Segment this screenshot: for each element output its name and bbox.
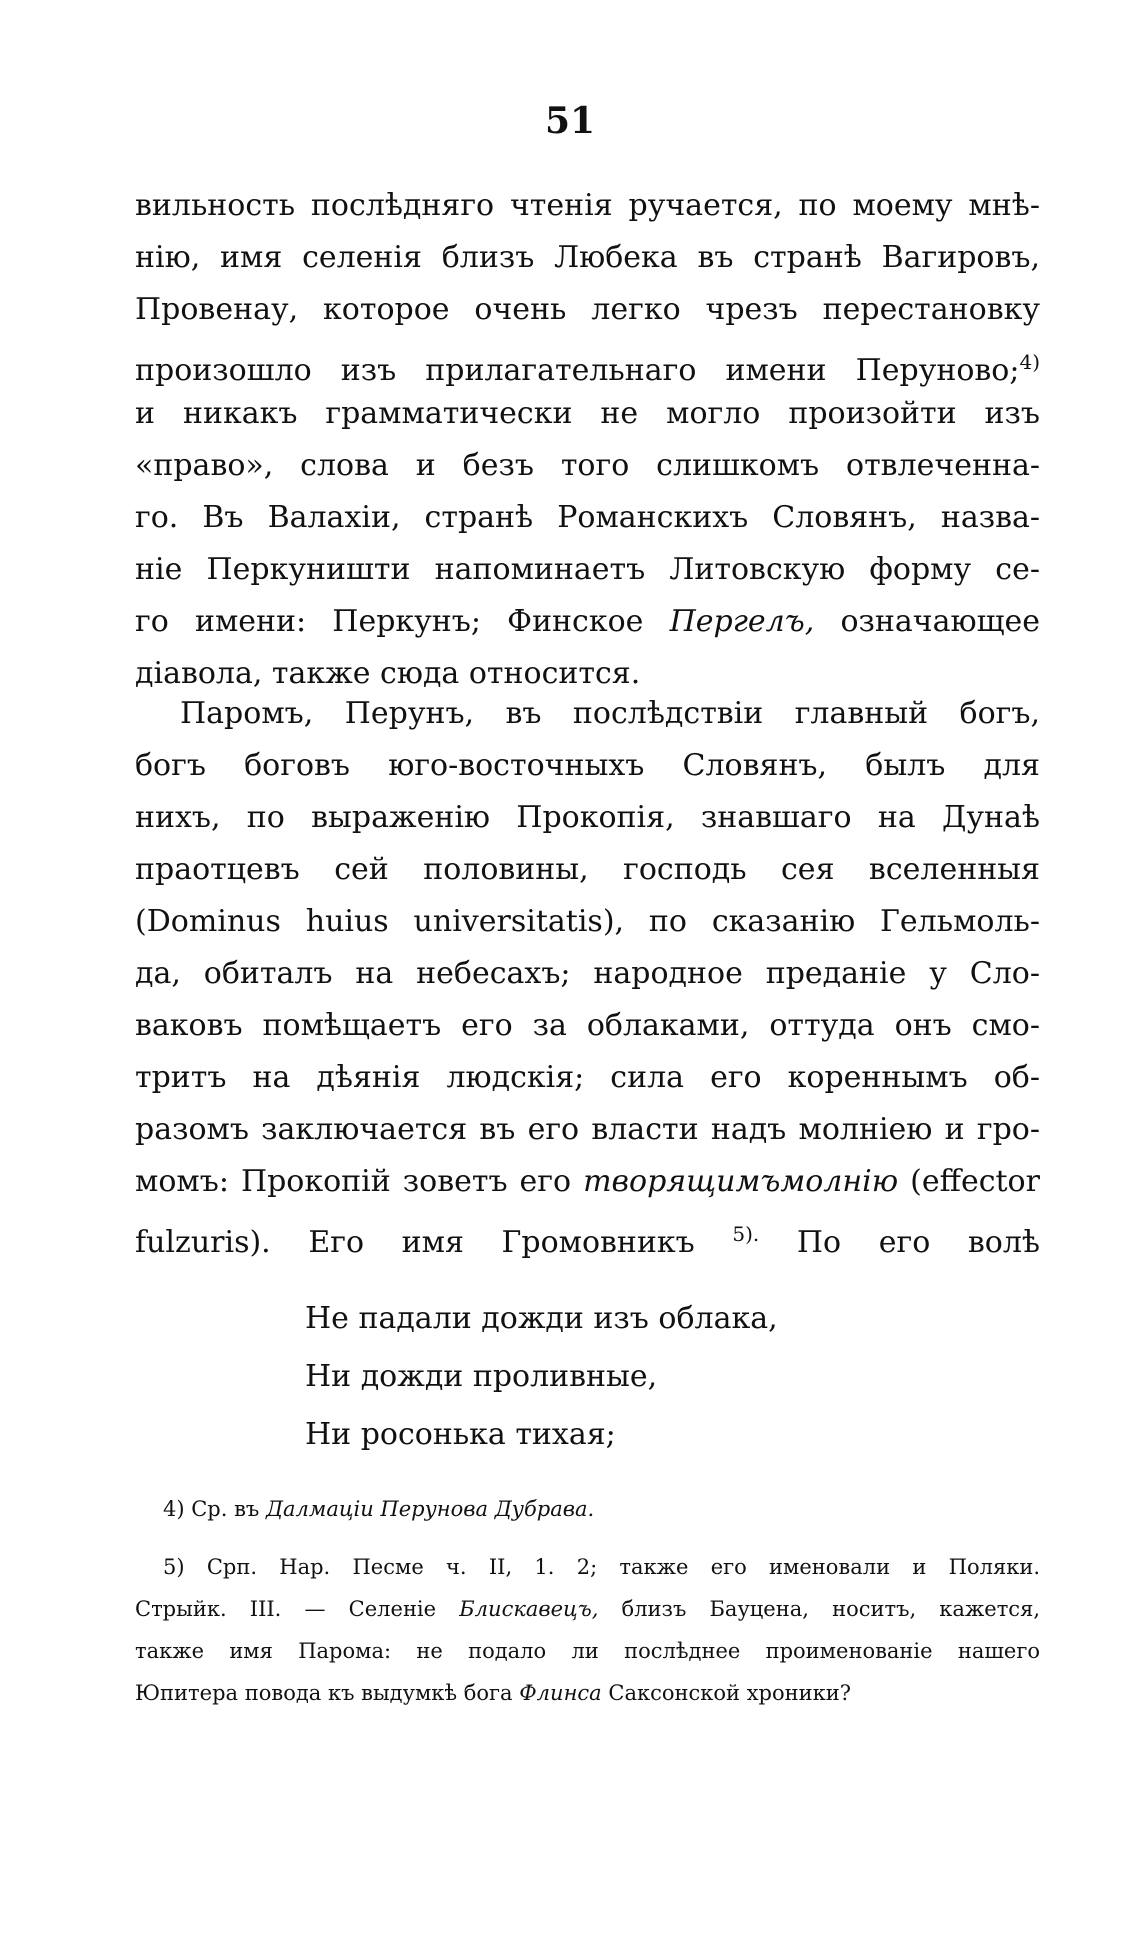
- text-line: разомъ заключается въ его власти надъ молніею и гро-: [135, 1112, 1040, 1147]
- text-line: (Dominus huius universitatis), по сказанію Гельмоль-: [135, 904, 1040, 939]
- footnote-line: Стрыйк. III. — Селеніе Блискавецъ, близъ Бауцена, носитъ, кажется,: [135, 1597, 1040, 1621]
- paragraph-1: [135, 180, 1040, 700]
- footnote-line: 5) Срп. Нар. Песме ч. II, 1. 2; также его именовали и Поляки.: [163, 1555, 1040, 1579]
- finnish-word: Пергелъ,: [669, 604, 815, 639]
- text-line: ніе Перкуништи напоминаетъ Литовскую форму се-: [135, 552, 1040, 587]
- verse-line: Ни росонька тихая;: [305, 1417, 616, 1452]
- verse-line: Ни дожди проливные,: [305, 1359, 658, 1394]
- text-line: нію, имя селенія близъ Любека въ странѣ Вагировъ,: [135, 240, 1040, 275]
- italic-epithet: творящимъмолнію: [583, 1164, 899, 1199]
- text-line: fulzuris). Его имя Громовникъ $^{5).}$ По его волѣ: [135, 1222, 1040, 1260]
- footnote-line: также имя Парома: не подало ли послѣднее проименованіе нашего: [135, 1639, 1040, 1663]
- text-line: богъ боговъ юго-восточныхъ Словянъ, былъ для: [135, 748, 1040, 783]
- footnote-ref-4: 4): [1019, 350, 1040, 374]
- text-line: «право», слова и безъ того слишкомъ отвлеченна-: [135, 448, 1040, 483]
- text-line: Провенау, которое очень легко чрезъ перестановку: [135, 292, 1040, 327]
- text-line: тритъ на дѣянія людскія; сила его кореннымъ об-: [135, 1060, 1040, 1095]
- text-line: произошло изъ прилагательнаго имени Перуново;$^{4)}$: [135, 350, 1040, 388]
- page-number: 51: [544, 100, 596, 142]
- paragraph-2: [135, 688, 1040, 1260]
- text-line: Паромъ, Перунъ, въ послѣдствіи главный богъ,: [180, 696, 1040, 731]
- text-line: и никакъ грамматически не могло произойти изъ: [135, 396, 1040, 431]
- text-line: го имени: Перкунъ; Финское Пергелъ, означающее: [135, 604, 1040, 639]
- text-line: нихъ, по выраженію Прокопія, знавшаго на Дунаѣ: [135, 800, 1040, 835]
- footnote-ref-5: 5).: [732, 1222, 760, 1246]
- verse-block: [305, 1290, 925, 1464]
- text-line: ваковъ помѣщаетъ его за облаками, оттуда онъ смо-: [135, 1008, 1040, 1043]
- footnote-5: [135, 1546, 1040, 1714]
- text-line: діавола, также сюда относится.: [135, 656, 641, 691]
- verse-line: Не падали дожди изъ облака,: [305, 1301, 778, 1336]
- text-line: момъ: Прокопій зоветъ его творящимъмолнію (effector: [135, 1164, 1040, 1199]
- text-line: да, обиталъ на небесахъ; народное преданіе у Сло-: [135, 956, 1040, 991]
- text-line: вильность послѣдняго чтенія ручается, по моему мнѣ-: [135, 188, 1040, 223]
- footnote-line: Юпитера повода къ выдумкѣ бога Флинса Саксонской хроники?: [135, 1681, 852, 1705]
- text-line: праотцевъ сей половины, господь сея вселенныя: [135, 852, 1040, 887]
- text-line: го. Въ Валахіи, странѣ Романскихъ Словянъ, назва-: [135, 500, 1040, 535]
- footnote-4: [135, 1488, 1040, 1530]
- footnote-line: 4) Ср. въ Далмаціи Перунова Дубрава.: [163, 1497, 595, 1521]
